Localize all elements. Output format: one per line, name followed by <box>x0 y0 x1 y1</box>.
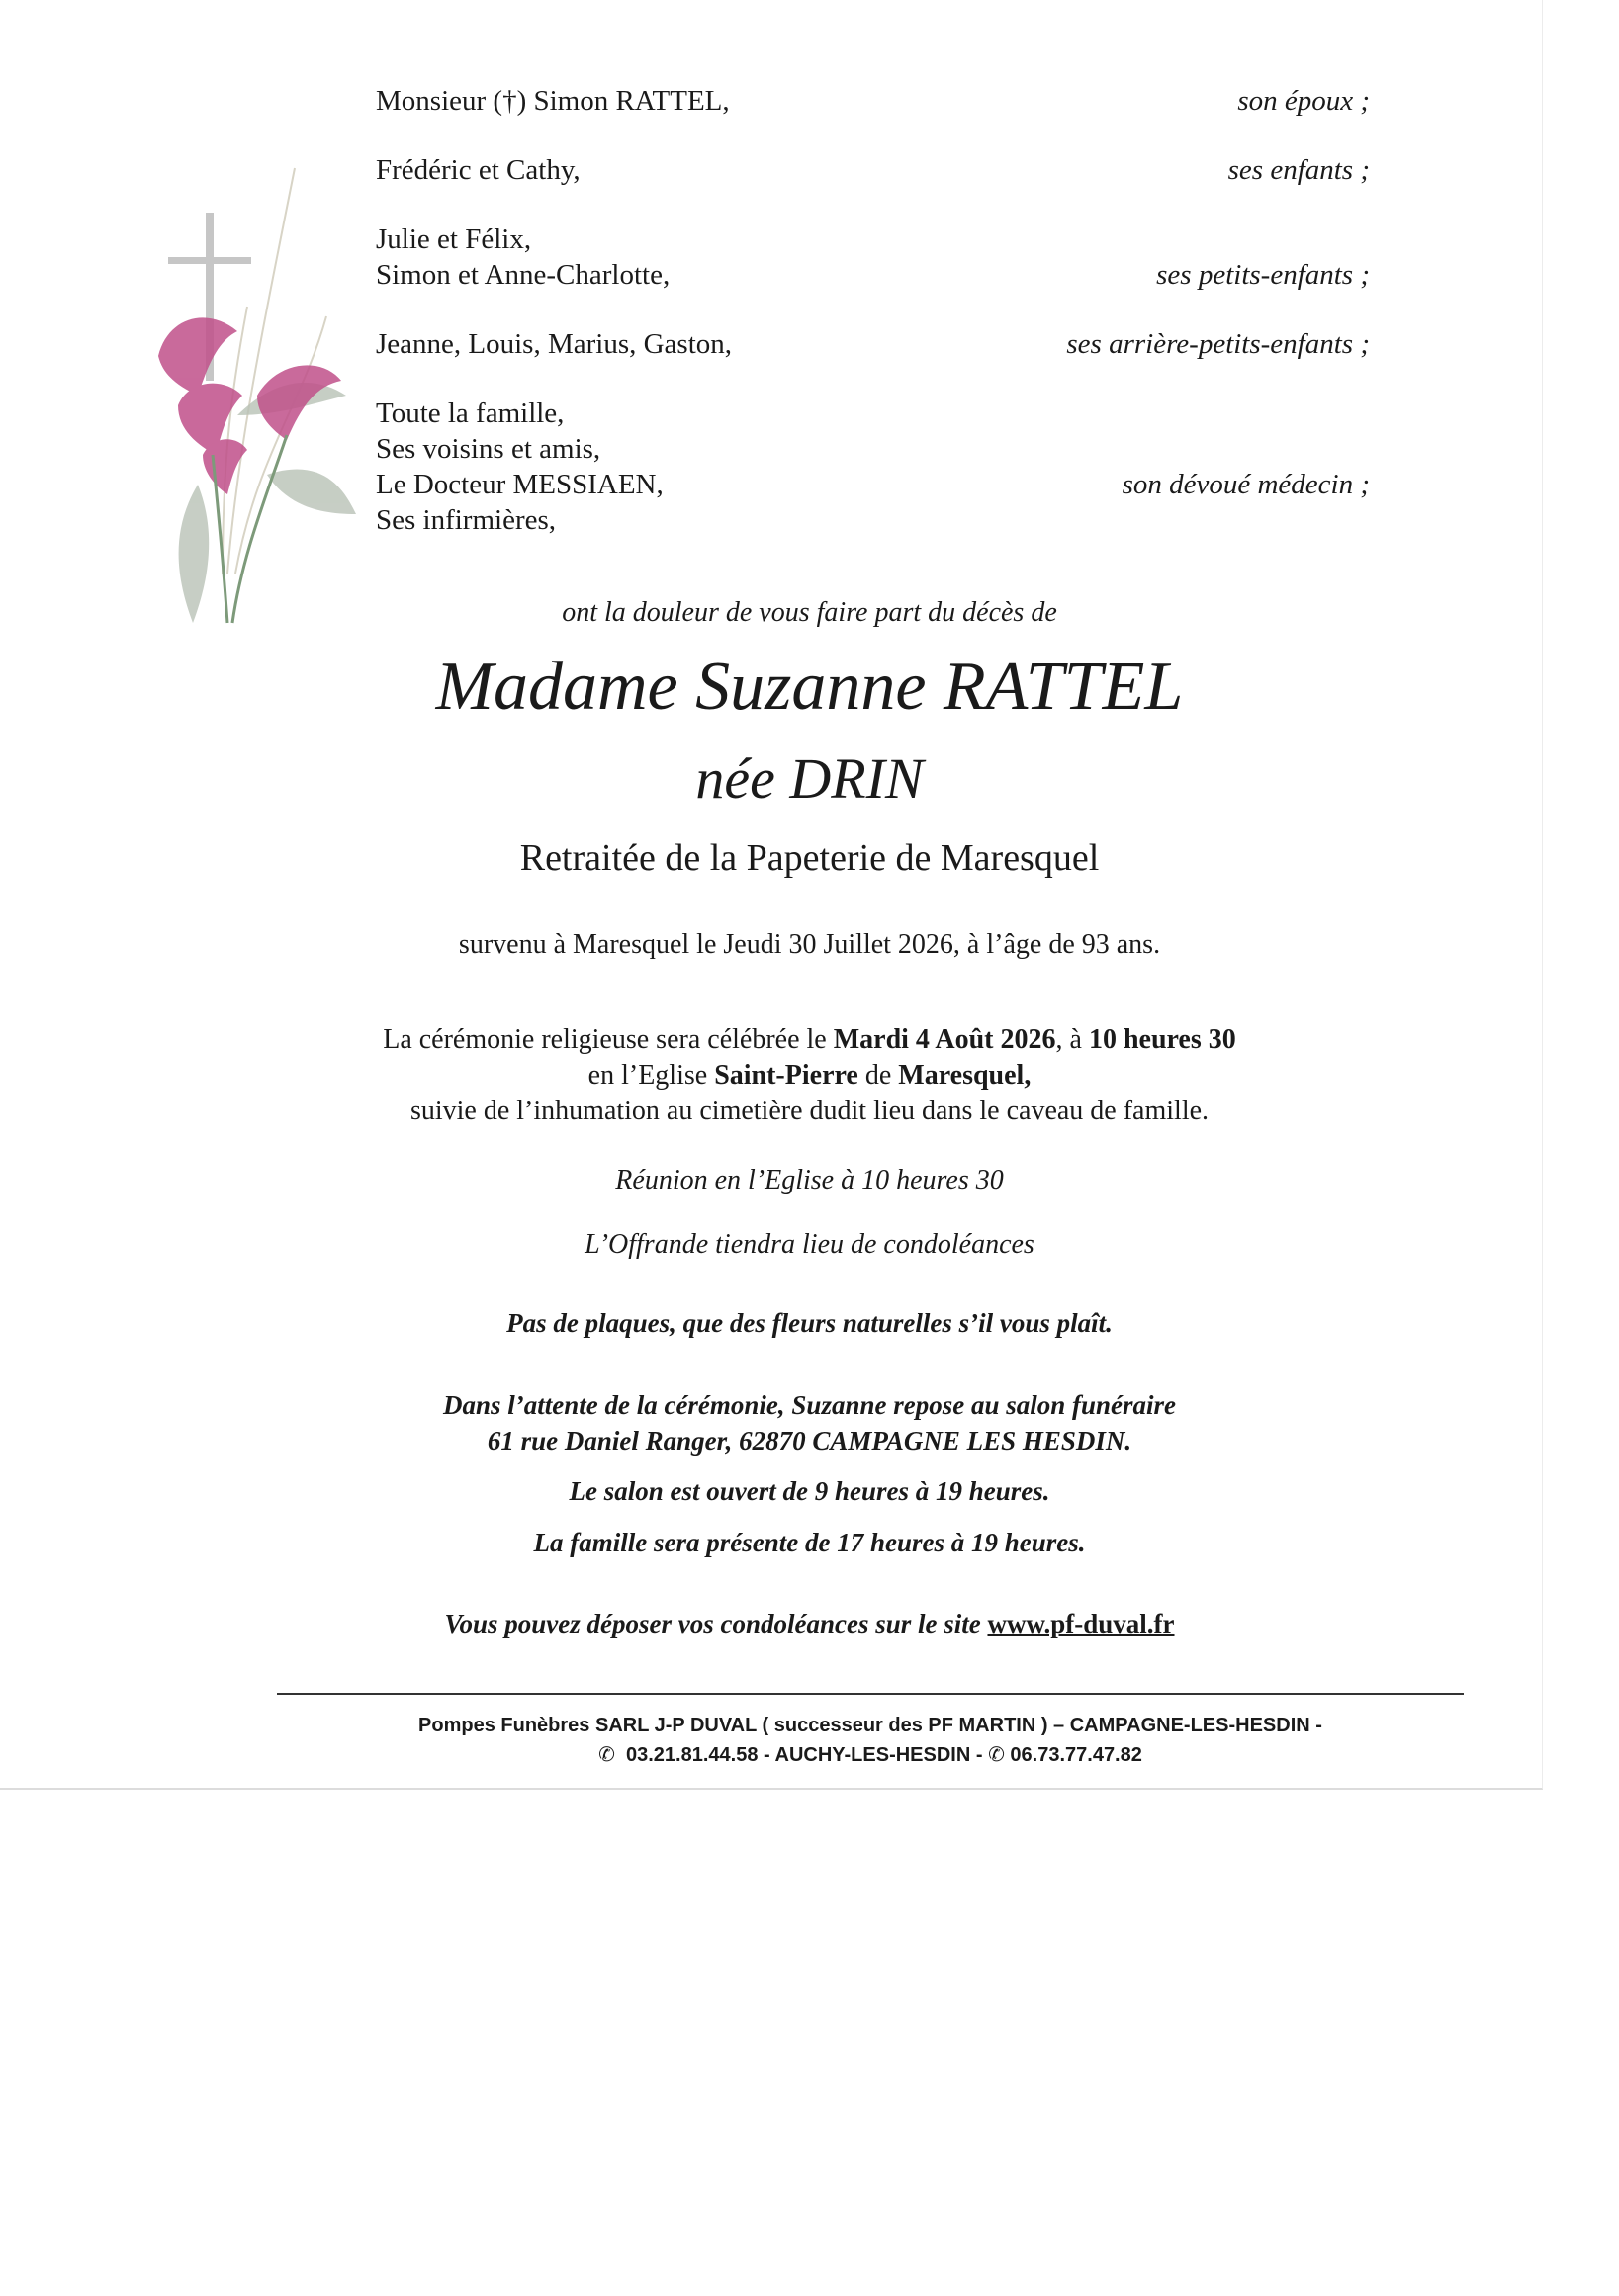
family-relation: ses arrière-petits-enfants ; <box>1066 328 1370 360</box>
cross-and-lilies-illustration <box>129 158 366 633</box>
footer-line-2 <box>277 1740 1464 1770</box>
salon-hours: Le salon est ouvert de 9 heures à 19 heures. <box>569 1476 1050 1506</box>
church-name: Saint-Pierre <box>714 1060 858 1091</box>
family-name: Frédéric et Cathy, <box>376 154 581 186</box>
ceremony-time: 10 heures 30 <box>1088 1024 1236 1055</box>
family-name: Ses voisins et amis, <box>376 433 601 465</box>
salon-details <box>0 1387 1619 1458</box>
offrande-notice: L’Offrande tiendra lieu de condoléances <box>585 1229 1034 1260</box>
family-name: Toute la famille, <box>376 397 565 429</box>
ceremony-date: Mardi 4 Août 2026 <box>833 1024 1056 1055</box>
ceremony-separator: , à <box>1055 1024 1089 1055</box>
ceremony-details <box>0 1022 1619 1129</box>
phone-number-1: 03.21.81.44.58 <box>626 1744 759 1766</box>
condolences-text: Vous pouvez déposer vos condoléances sur le site <box>444 1609 988 1638</box>
death-notice: survenu à Maresquel le Jeudi 30 Juillet 2026, à l’âge de 93 ans. <box>458 929 1161 960</box>
family-name: Julie et Félix, <box>376 223 532 255</box>
family-name: Simon et Anne-Charlotte, <box>376 259 671 291</box>
family-relation: ses enfants ; <box>1227 154 1370 186</box>
family-row <box>376 152 1370 188</box>
condolences-notice <box>0 1609 1619 1639</box>
funeral-home-footer <box>277 1711 1464 1770</box>
family-name: Jeanne, Louis, Marius, Gaston, <box>376 328 733 360</box>
salon-line-1: Dans l’attente de la cérémonie, Suzanne repose au salon funéraire <box>442 1390 1177 1420</box>
family-name: Monsieur (†) Simon RATTEL, <box>376 85 730 117</box>
family-row <box>376 83 1370 119</box>
footer-town: - AUCHY-LES-HESDIN - <box>758 1744 989 1766</box>
ceremony-line-1 <box>0 1022 1619 1058</box>
burial-line: suivie de l’inhumation au cimetière dudit lieu dans le caveau de famille. <box>409 1096 1210 1126</box>
occupation: Retraitée de la Papeterie de Maresquel <box>519 838 1100 879</box>
footer-divider <box>277 1693 1464 1695</box>
footer-line-1: Pompes Funèbres SARL J-P DUVAL ( successeur des PF MARTIN ) – CAMPAGNE-LES-HESDIN - <box>418 1715 1322 1736</box>
family-relation: son époux ; <box>1237 85 1370 117</box>
family-relation: ses petits-enfants ; <box>1156 259 1370 291</box>
family-row <box>376 221 1370 293</box>
family-name: Le Docteur MESSIAEN, <box>376 469 664 500</box>
salon-address: 61 rue Daniel Ranger, 62870 CAMPAGNE LES HESDIN. <box>487 1426 1132 1456</box>
ceremony-line-2 <box>0 1058 1619 1094</box>
church-town: Maresquel, <box>898 1060 1032 1091</box>
reunion-notice: Réunion en l’Eglise à 10 heures 30 <box>615 1165 1004 1195</box>
family-relation: son dévoué médecin ; <box>1122 469 1370 500</box>
no-plaques-notice: Pas de plaques, que des fleurs naturelles s’il vous plaît. <box>506 1308 1113 1338</box>
family-presence: La famille sera présente de 17 heures à 19 heures. <box>533 1528 1086 1557</box>
phone-number-2: 06.73.77.47.82 <box>1010 1744 1142 1766</box>
family-row <box>376 396 1370 538</box>
phone-icon: ✆ <box>988 1744 1005 1766</box>
church-mid: de <box>857 1060 899 1091</box>
family-row <box>376 326 1370 362</box>
ceremony-intro: La cérémonie religieuse sera célébrée le <box>383 1024 834 1055</box>
family-name: Ses infirmières, <box>376 504 557 536</box>
announcement: ont la douleur de vous faire part du décès de <box>562 597 1057 628</box>
maiden-name: née DRIN <box>695 747 924 811</box>
deceased-name: Madame Suzanne RATTEL <box>435 649 1184 725</box>
family-list <box>376 83 1370 538</box>
church-prefix: en l’Eglise <box>587 1060 715 1091</box>
condolences-link[interactable]: www.pf-duval.fr <box>987 1609 1175 1638</box>
phone-icon: ✆ <box>598 1744 615 1766</box>
